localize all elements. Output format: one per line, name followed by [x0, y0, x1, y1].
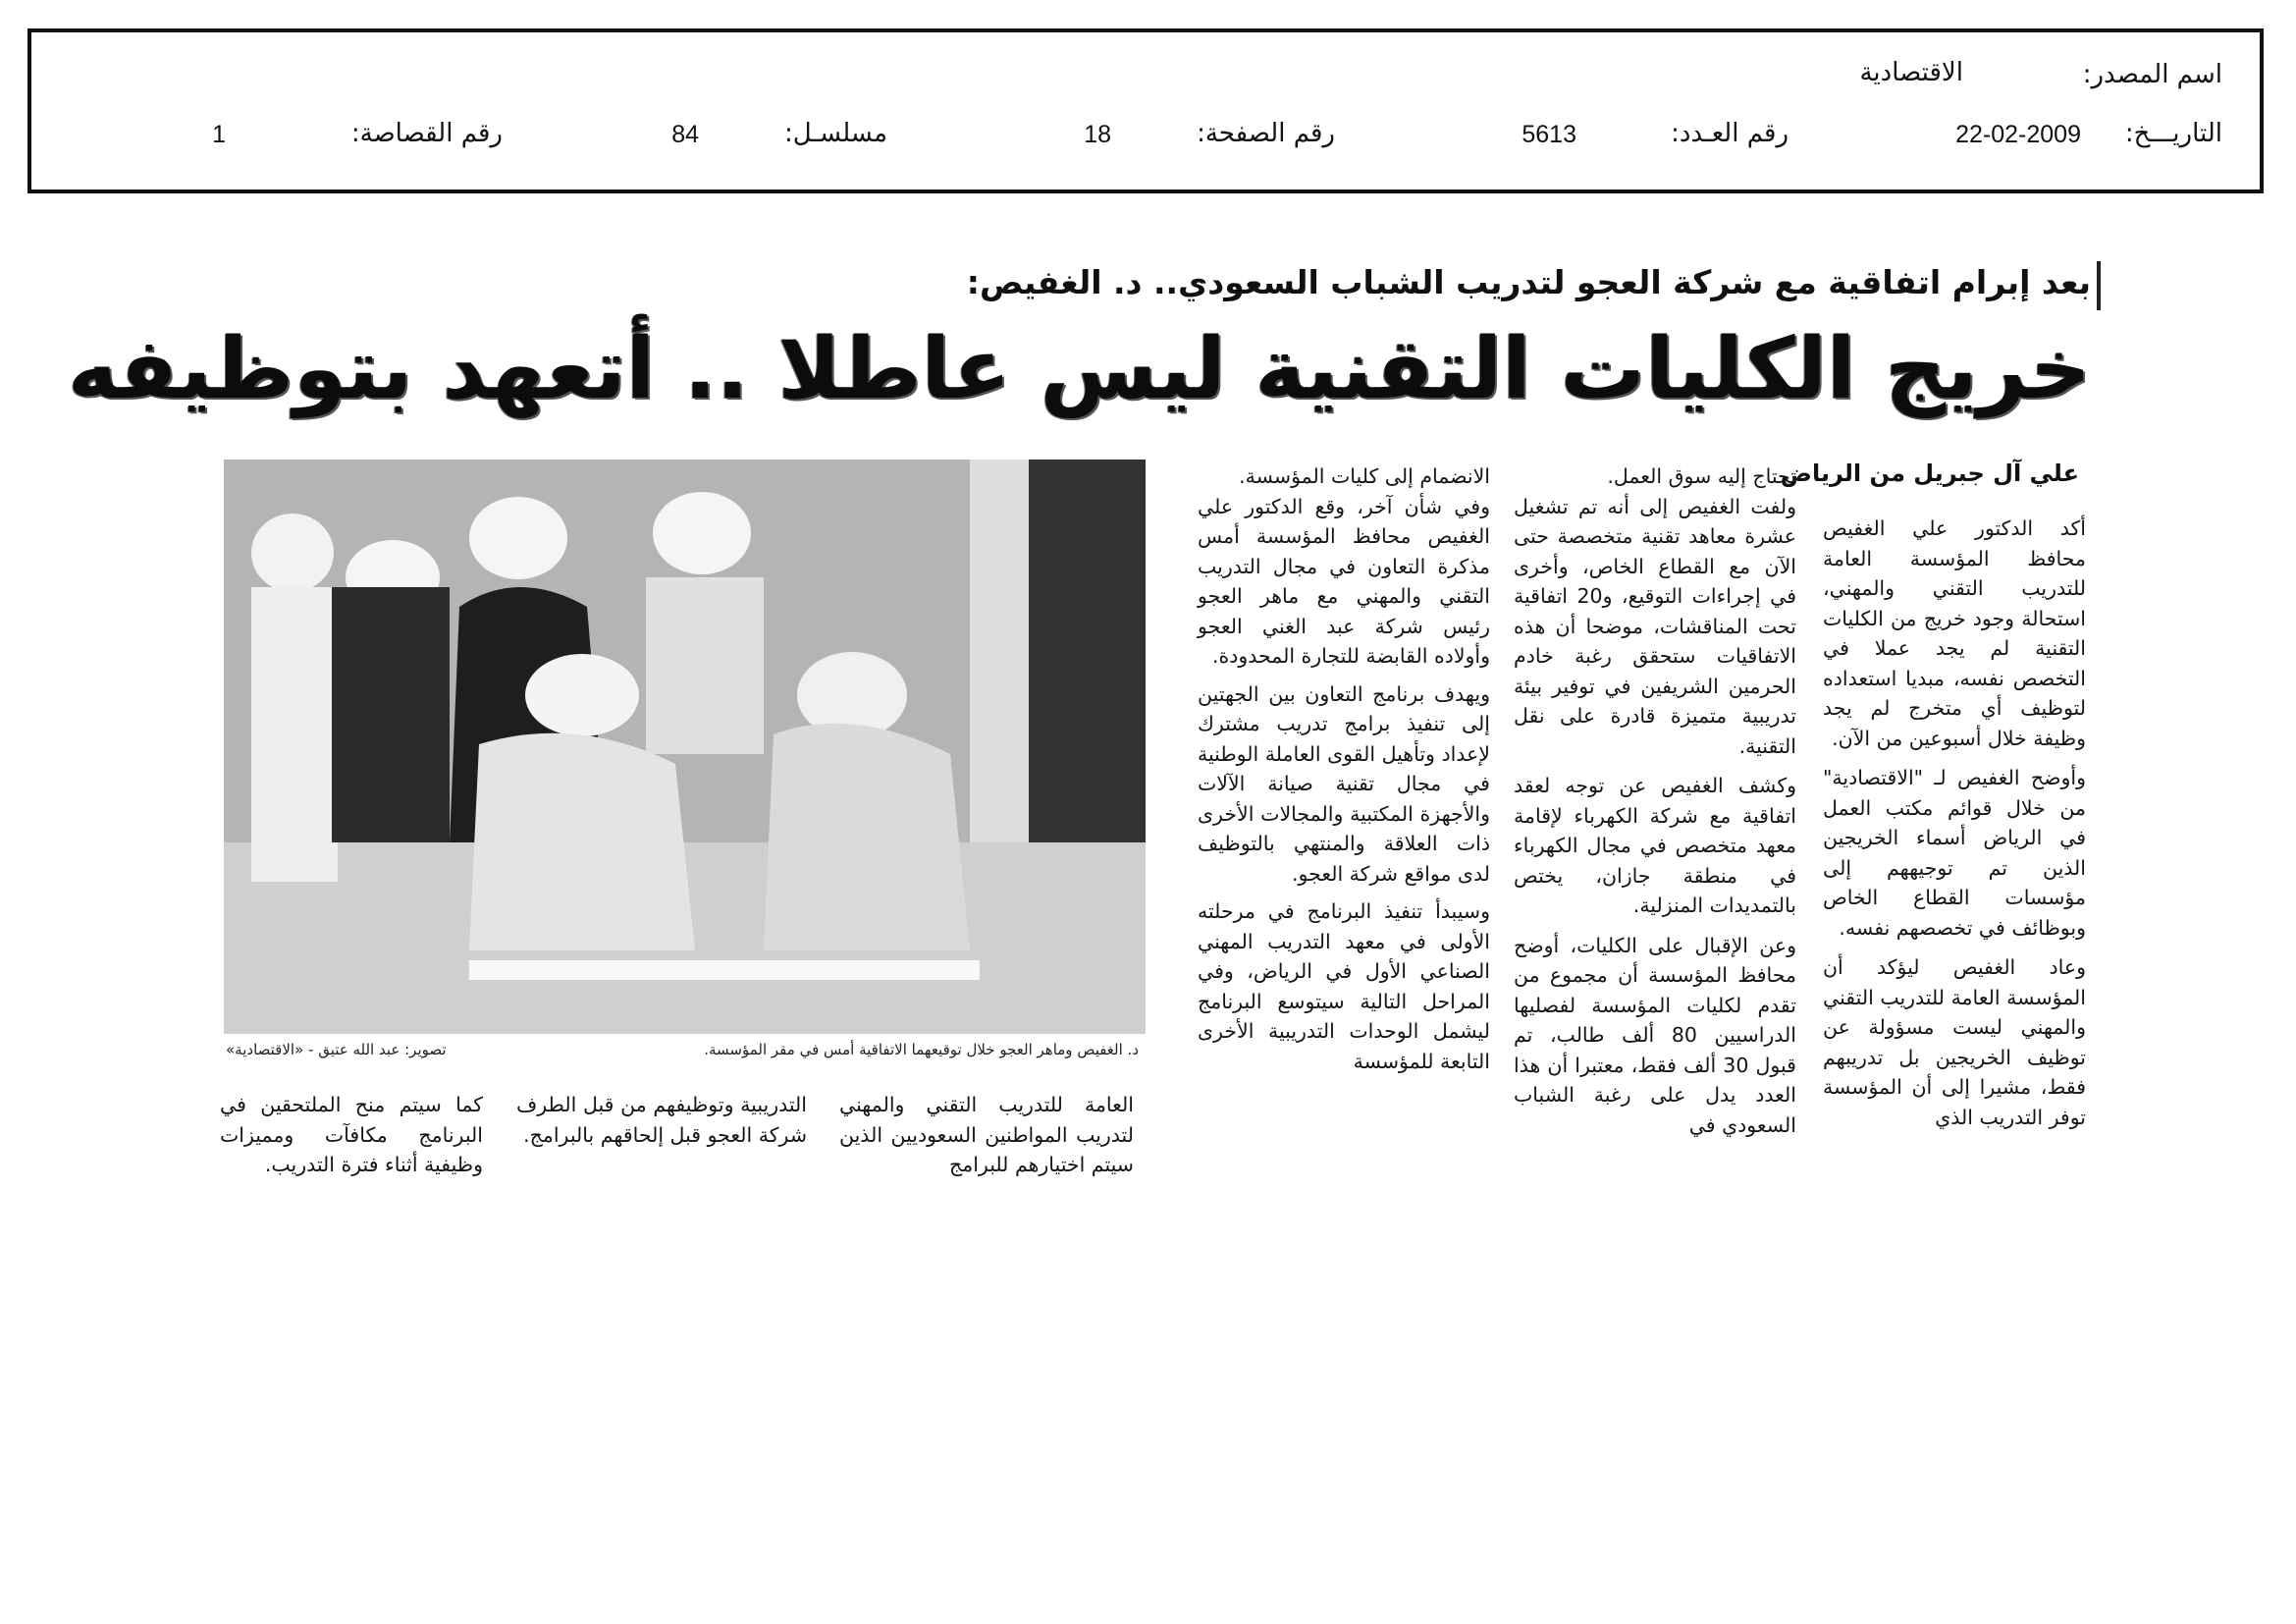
article-column-1 [1823, 514, 2086, 1132]
paragraph: ويهدف برنامج التعاون بين الجهتين إلى تنفيذ برامج تدريب مشترك لإعداد وتأهيل القوى العاملة الوطنية في مجال تقنية صيانة الآلات والأجهزة المكتبية والمجالات الأخرى ذات العلاقة والمنتهي بالتوظيف لدى مواقع شركة العجو. [1198, 681, 1490, 886]
source-label: اسم المصدر: [2082, 60, 2222, 89]
serial-value: 84 [671, 121, 699, 148]
article-headline: خريج الكليات التقنية ليس عاطلا .. أتعهد بتوظيفه [67, 320, 2091, 418]
issue-label: رقم العـدد: [1671, 119, 1789, 148]
paragraph: وعن الإقبال على الكليات، أوضح محافظ المؤسسة أن مجموع من تقدم لكليات المؤسسة لفصليها الدراسيين 80 ألف طالب، تم قبول 30 ألف فقط، معتبرا أن هذا العدد يدل على رغبة الشباب السعودي في [1514, 933, 1796, 1137]
article-byline: علي آل جبريل من الرياض [1780, 460, 2079, 487]
paragraph: أكد الدكتور علي الغفيص محافظ المؤسسة العامة للتدريب التقني والمهني، استحالة وجود خريج من الكليات التقنية لم يجد عملا في التخصص نفسه، مبديا استعداده لتوظيف أي متخرج لم يجد وظيفة خلال أسبوعين من الآن. [1823, 516, 2086, 750]
paragraph: كما سيتم منح الملتحقين في البرنامج مكافآت ومميزات وظيفية أثناء فترة التدريب. [220, 1093, 483, 1176]
paragraph: تحتاج إليه سوق العمل. [1607, 464, 1796, 488]
newspaper-clipping [67, 253, 2101, 1211]
date-value: 22-02-2009 [1955, 121, 2081, 148]
article-column-4 [839, 1090, 1134, 1180]
photo-caption: د. الغفيص وماهر العجو خلال توقيعهما الاتفاقية أمس في مقر المؤسسة. [704, 1041, 1139, 1058]
article-column-3-body [1198, 461, 1490, 1076]
paragraph: وأوضح الغفيص لـ "الاقتصادية" من خلال قوائم مكتب العمل في الرياض أسماء الخريجين الذين تم توجيههم إلى مؤسسات القطاع الخاص وبوظائف في تخصصهم نفسه. [1823, 766, 2086, 940]
paragraph: العامة للتدريب التقني والمهني لتدريب المواطنين السعوديين الذين سيتم اختيارهم للبرامج [839, 1093, 1134, 1176]
article-column-5 [516, 1090, 807, 1150]
article-photo [224, 460, 1146, 1034]
page-value: 18 [1084, 121, 1111, 148]
article-kicker: بعد إبرام اتفاقية مع شركة العجو لتدريب الشباب السعودي.. د. الغفيص: [966, 263, 2091, 301]
paragraph: وكشف الغفيص عن توجه لعقد اتفاقية مع شركة الكهرباء لإقامة معهد متخصص في مجال الكهرباء في منطقة جازان، يختص بالتمديدات المنزلية. [1514, 774, 1796, 917]
page-label: رقم الصفحة: [1197, 119, 1335, 148]
clip-value: 1 [212, 121, 226, 148]
paragraph: التدريبية وتوظيفهم من قبل الطرف شركة العجو قبل إلحاقهم بالبرامج. [516, 1093, 807, 1147]
paragraph: ولفت الغفيص إلى أنه تم تشغيل عشرة معاهد تقنية متخصصة حتى الآن مع القطاع الخاص، وأخرى في إجراءات التوقيع، و20 اتفاقية تحت المناقشات، موضحا أن هذه الاتفاقيات ستحقق رغبة خادم الحرمين الشريفين في توفير بيئة تدريبية متميزة قادرة على نقل التقنية. [1514, 494, 1796, 758]
paragraph: وفي شأن آخر، وقع الدكتور علي الغفيص محافظ المؤسسة أمس مذكرة التعاون في مجال التدريب التقني والمهني مع ماهر العجو رئيس شركة عبد الغني العجو وأولاده القابضة للتجارة المحدودة. [1198, 494, 1490, 668]
paragraph: الانضمام إلى كليات المؤسسة. [1239, 464, 1490, 488]
signing-ceremony-image [224, 460, 1146, 1034]
serial-label: مسلسـل: [784, 119, 887, 148]
article-column-2 [1514, 461, 1796, 1140]
kicker-rule [2097, 261, 2101, 310]
date-label: التاريـــخ: [2124, 119, 2222, 148]
source-value: الاقتصادية [1859, 58, 1963, 87]
issue-value: 5613 [1522, 121, 1576, 148]
paragraph: وعاد الغفيص ليؤكد أن المؤسسة العامة للتدريب التقني والمهني ليست مسؤولة عن توظيف الخريجين بل تدريبهم فقط، مشيرا إلى أن المؤسسة توفر التدريب الذي [1823, 955, 2086, 1129]
clip-label: رقم القصاصة: [350, 119, 503, 148]
photo-credit: تصوير: عبد الله عتيق - «الاقتصادية» [226, 1041, 447, 1058]
article-column-6 [220, 1090, 483, 1180]
clipping-metadata-box [27, 28, 2264, 193]
paragraph: وسيبدأ تنفيذ البرنامج في مرحلته الأولى في معهد التدريب المهني الصناعي الأول في الرياض، وفي المراحل التالية سيتوسع البرنامج ليشمل الوحدات التدريبية الأخرى التابعة للمؤسسة [1198, 899, 1490, 1073]
